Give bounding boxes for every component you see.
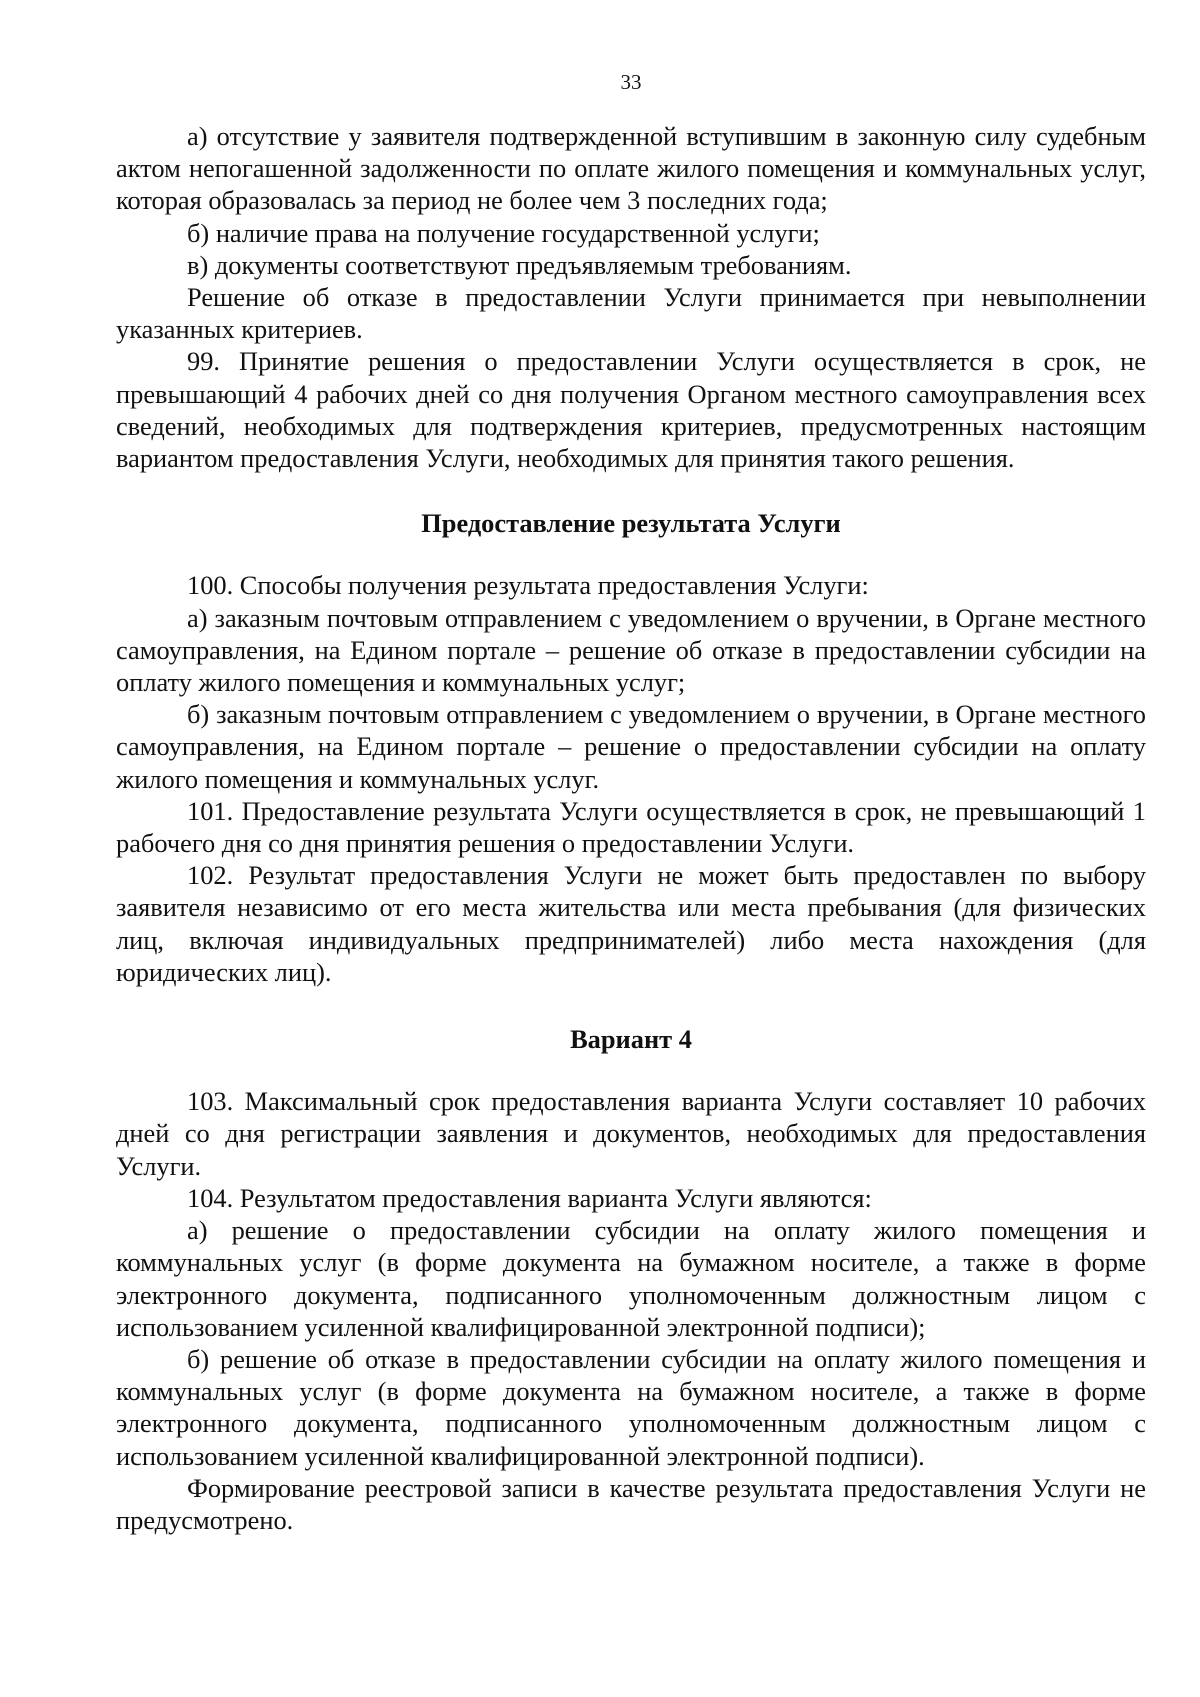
- paragraph-criterion-c: в) документы соответствуют предъявляемым требованиям.: [187, 249, 852, 280]
- section-heading-result: Предоставление результата Услуги: [421, 508, 841, 539]
- paragraph-registry-record: Формирование реестровой записи в качестве результата предоставления Услуги не предусмотрено.: [116, 1472, 1146, 1535]
- paragraph-104-a: а) решение о предоставлении субсидии на оплату жилого помещения и коммунальных услуг (в форме документа на бумажном носителе, а также в форме электронного документа, подписанного уполномоченным должностным лицом с использованием усиленной квалифицированной электронной подписи);: [116, 1215, 1146, 1342]
- paragraph-102: 102. Результат предоставления Услуги не может быть предоставлен по выбору заявителя независимо от его места жительства или места пребывания (для физических лиц, включая индивидуальных предпринимателей) либо места нахождения (для юридических лиц).: [116, 860, 1146, 987]
- paragraph-100-b: б) заказным почтовым отправлением с уведомлением о вручении, в Органе местного самоуправления, на Едином портале – решение о предоставлении субсидии на оплату жилого помещения и коммунальных услуг.: [116, 699, 1146, 794]
- paragraph-100: 100. Способы получения результата предоставления Услуги:: [187, 570, 869, 601]
- paragraph-104: 104. Результатом предоставления варианта Услуги являются:: [187, 1182, 872, 1213]
- paragraph-criterion-a: а) отсутствие у заявителя подтвержденной вступившим в законную силу судебным актом непогашенной задолженности по оплате жилого помещения и коммунальных услуг, которая образовалась за период не более чем 3 последних года;: [116, 121, 1146, 216]
- paragraph-101: 101. Предоставление результата Услуги осуществляется в срок, не превышающий 1 рабочего дня со дня принятия решения о предоставлении Услуги.: [116, 795, 1146, 859]
- paragraph-refusal-decision: Решение об отказе в предоставлении Услуги принимается при невыполнении указанных критериев.: [116, 282, 1146, 345]
- document-body: [116, 120, 1146, 1536]
- section-heading-variant-4: Вариант 4: [570, 1024, 692, 1055]
- paragraph-criterion-b: б) наличие права на получение государственной услуги;: [187, 217, 820, 248]
- paragraph-99: 99. Принятие решения о предоставлении Услуги осуществляется в срок, не превышающий 4 рабочих дней со дня получения Органом местного самоуправления всех сведений, необходимых для подтверждения критериев, предусмотренных настоящим вариантом предоставления Услуги, необходимых для принятия такого решения.: [116, 346, 1146, 474]
- paragraph-100-a: а) заказным почтовым отправлением с уведомлением о вручении, в Органе местного самоуправления, на Едином портале – решение об отказе в предоставлении субсидии на оплату жилого помещения и коммунальных услуг;: [116, 602, 1146, 698]
- paragraph-104-b: б) решение об отказе в предоставлении субсидии на оплату жилого помещения и коммунальных услуг (в форме документа на бумажном носителе, а также в форме электронного документа, подписанного уполномоченным должностным лицом с использованием усиленной квалифицированной электронной подписи).: [116, 1343, 1146, 1471]
- paragraph-103: 103. Максимальный срок предоставления варианта Услуги составляет 10 рабочих дней со дня регистрации заявления и документов, необходимых для предоставления Услуги.: [116, 1086, 1146, 1181]
- page-number: 33: [620, 70, 642, 94]
